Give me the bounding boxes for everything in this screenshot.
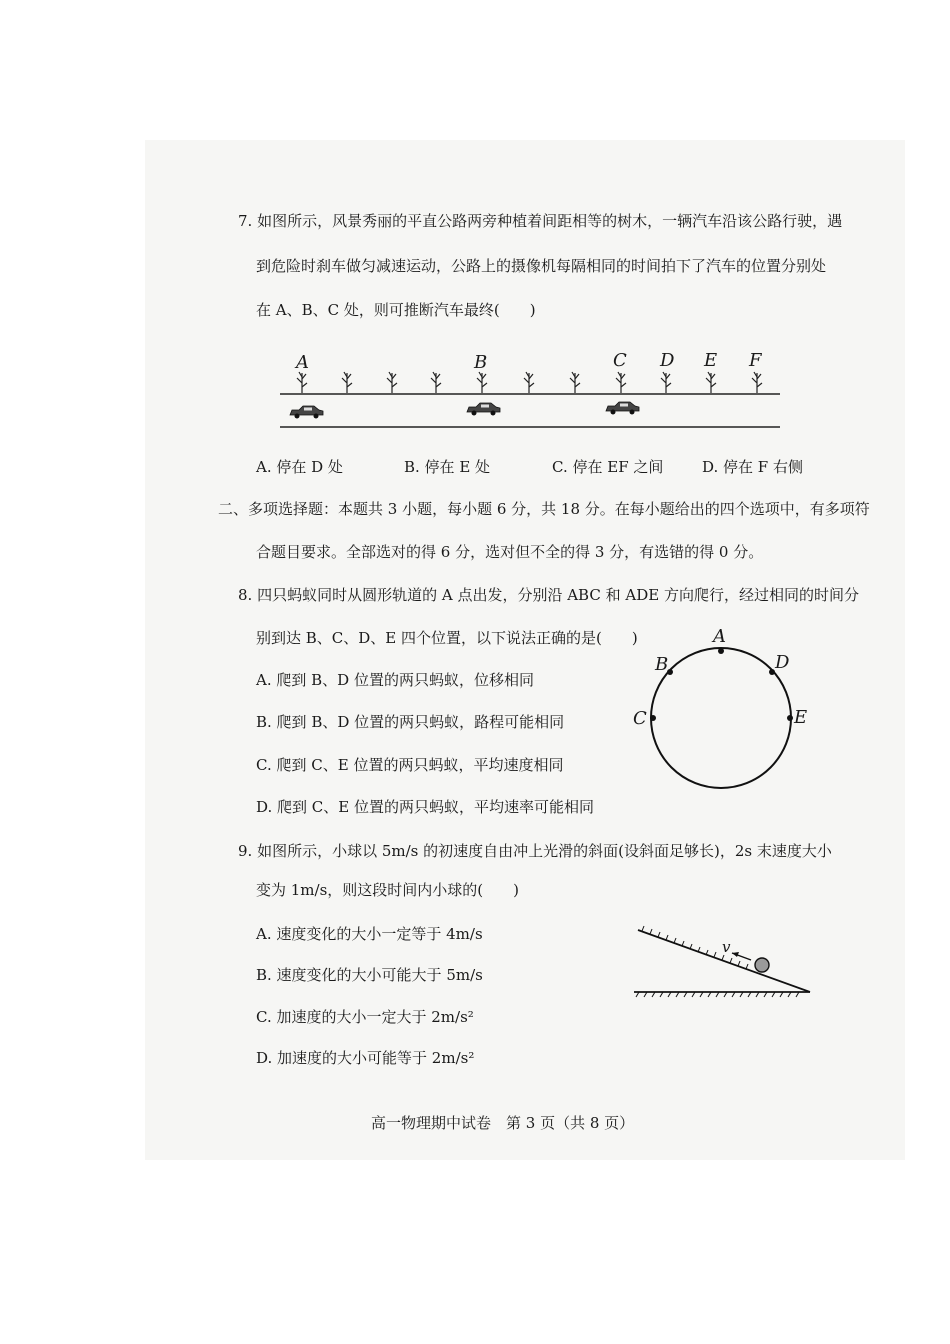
q9-text-line-2: 变为 1m/s，则这段时间内小球的( )	[256, 881, 519, 899]
q7-option-a: A. 停在 D 处	[256, 458, 343, 476]
q8-option-b: B. 爬到 B、D 位置的两只蚂蚁，路程可能相同	[256, 713, 565, 731]
circle-label-a: A	[713, 626, 726, 647]
q8-text-line-2: 别到达 B、C、D、E 四个位置，以下说法正确的是( )	[256, 629, 638, 647]
q8-option-a: A. 爬到 B、D 位置的两只蚂蚁，位移相同	[256, 671, 534, 689]
car-icon	[290, 406, 323, 419]
circle-label-c: C	[633, 708, 647, 729]
q9-text-line-1: 9. 如图所示，小球以 5m/s 的初速度自由冲上光滑的斜面(设斜面足够长)，2s 末速度大小	[238, 842, 832, 860]
tree-icon	[297, 372, 307, 393]
q9-option-d: D. 加速度的大小可能等于 2m/s²	[256, 1049, 475, 1067]
tree-icon	[616, 372, 626, 393]
point-a	[718, 648, 724, 654]
q7-text-line-2: 到危险时刹车做匀减速运动，公路上的摄像机每隔相同的时间拍下了汽车的位置分别处	[256, 257, 827, 275]
tree-icon	[661, 372, 671, 393]
point-e	[787, 715, 793, 721]
tree-icon	[706, 372, 716, 393]
car-icon	[467, 403, 500, 416]
tree-icon	[570, 372, 580, 393]
road-label-f: F	[749, 350, 762, 371]
q8-option-c: C. 爬到 C、E 位置的两只蚂蚁，平均速度相同	[256, 756, 564, 774]
car-icon	[606, 402, 639, 415]
road-label-b: B	[474, 352, 488, 373]
tree-icon	[477, 372, 487, 393]
road-label-e: E	[704, 350, 718, 371]
circle-label-e: E	[794, 707, 808, 728]
page-footer: 高一物理期中试卷 第 3 页（共 8 页）	[371, 1114, 635, 1132]
q7-option-d: D. 停在 F 右侧	[702, 458, 803, 476]
velocity-label: v	[722, 938, 731, 956]
tree-icon	[387, 372, 397, 393]
q9-option-b: B. 速度变化的大小可能大于 5m/s	[256, 966, 483, 984]
q7-text-line-3: 在 A、B、C 处，则可推断汽车最终( )	[256, 301, 536, 319]
tree-icon	[342, 372, 352, 393]
section2-heading-line-1: 二、多项选择题：本题共 3 小题，每小题 6 分，共 18 分。在每小题给出的四个选项中，有多项符	[218, 500, 870, 518]
tree-icon	[752, 372, 762, 393]
q8-option-d: D. 爬到 C、E 位置的两只蚂蚁，平均速率可能相同	[256, 798, 594, 816]
circle-label-b: B	[655, 654, 669, 675]
road-label-d: D	[660, 350, 675, 371]
point-c	[650, 715, 656, 721]
incline-diagram	[628, 922, 818, 1002]
road-diagram	[270, 365, 790, 435]
q7-option-c: C. 停在 EF 之间	[552, 458, 664, 476]
circle-label-d: D	[775, 652, 790, 673]
road-label-a: A	[296, 352, 309, 373]
ball	[755, 958, 769, 972]
q7-option-b: B. 停在 E 处	[404, 458, 491, 476]
q7-text-line-1: 7. 如图所示，风景秀丽的平直公路两旁种植着间距相等的树木，一辆汽车沿该公路行驶，遇	[238, 212, 843, 230]
section2-heading-line-2: 合题目要求。全部选对的得 6 分，选对但不全的得 3 分，有选错的得 0 分。	[256, 543, 764, 561]
circular-track	[651, 648, 791, 788]
tree-icon	[524, 372, 534, 393]
tree-icon	[431, 372, 441, 393]
q9-option-a: A. 速度变化的大小一定等于 4m/s	[256, 925, 483, 943]
q9-option-c: C. 加速度的大小一定大于 2m/s²	[256, 1008, 474, 1026]
incline-hatching	[642, 926, 748, 969]
road-label-c: C	[613, 350, 627, 371]
q8-text-line-1: 8. 四只蚂蚁同时从圆形轨道的 A 点出发，分别沿 ABC 和 ADE 方向爬行，经过相同的时间分	[238, 586, 859, 604]
tree-icon-row	[297, 372, 762, 393]
